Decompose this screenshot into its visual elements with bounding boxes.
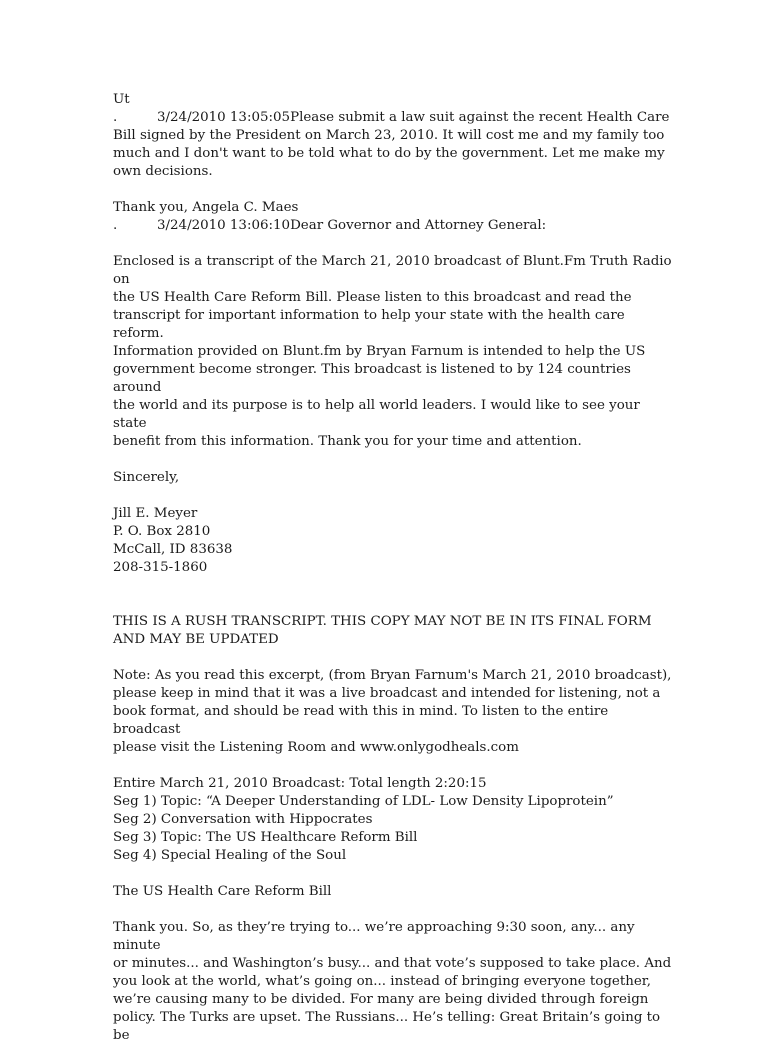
entry-2-bullet: . (113, 218, 118, 233)
transcript-line: Thank you. So, as they’re trying to... we’re approaching 9:30 soon, any... any minute (113, 920, 635, 953)
spacer (113, 901, 673, 919)
letter-line: transcript for important information to help your state with the health care reform. (113, 308, 625, 341)
entry-1-timestamp: 3/24/2010 13:05:05 (157, 110, 291, 125)
entry-1-bullet: . (113, 110, 118, 125)
transcript-line: policy. The Turks are upset. The Russians... He’s telling: Great Britain’s going to be (113, 1010, 661, 1043)
address-line: 208-315-1860 (113, 560, 208, 575)
letter-line: Enclosed is a transcript of the March 21, 2010 broadcast of Blunt.Fm Truth Radio on (113, 254, 672, 287)
note-line: please keep in mind that it was a live broadcast and intended for listening, not a (113, 686, 661, 701)
entry-1-line: much and I don't want to be told what to do by the government. Let me make my (113, 146, 665, 161)
address-line: Jill E. Meyer (113, 506, 198, 521)
letter-line: government become stronger. This broadcast is listened to by 124 countries around (113, 362, 631, 395)
entry-2-first-line (113, 217, 673, 235)
spacer (113, 865, 673, 883)
entry-2-timestamp: 3/24/2010 13:06:10 (157, 218, 291, 233)
spacer (113, 577, 673, 595)
entry-1-line: Bill signed by the President on March 23, 2010. It will cost me and my family too (113, 128, 665, 143)
spacer (113, 649, 673, 667)
note-line: book format, and should be read with this in mind. To listen to the entire broadcast (113, 704, 609, 737)
spacer (113, 487, 673, 505)
address-line: P. O. Box 2810 (113, 524, 211, 539)
spacer (113, 757, 673, 775)
letter-line: the world and its purpose is to help all world leaders. I would like to see your state (113, 398, 640, 431)
spacer (113, 451, 673, 469)
address-line: McCall, ID 83638 (113, 542, 233, 557)
spacer (113, 235, 673, 253)
letter-line: the US Health Care Reform Bill. Please listen to this broadcast and read the (113, 290, 632, 305)
transcript-line: or minutes... and Washington’s busy... and that vote’s supposed to take place. And (113, 956, 672, 971)
sign-off: Sincerely, (113, 470, 180, 485)
segment-line: Seg 2) Conversation with Hippocrates (113, 812, 373, 827)
entry-1-text: Please submit a law suit against the recent Health Care (290, 110, 670, 125)
note-line: please visit the Listening Room and www.onlygodheals.com (113, 740, 519, 755)
segment-line: Seg 4) Special Healing of the Soul (113, 848, 347, 863)
entry-1-closing: Thank you, Angela C. Maes (113, 200, 299, 215)
segment-line: Seg 3) Topic: The US Healthcare Reform Bill (113, 830, 418, 845)
transcript-line: you look at the world, what’s going on... instead of bringing everyone together, (113, 974, 651, 989)
entry-2-text: Dear Governor and Attorney General: (290, 218, 547, 233)
letter-line: benefit from this information. Thank you for your time and attention. (113, 434, 582, 449)
segment-line: Seg 1) Topic: “A Deeper Understanding of LDL- Low Density Lipoprotein” (113, 794, 614, 809)
spacer (113, 595, 673, 613)
rush-notice-line: THIS IS A RUSH TRANSCRIPT. THIS COPY MAY NOT BE IN ITS FINAL FORM (113, 614, 652, 629)
note-line: Note: As you read this excerpt, (from Bryan Farnum's March 21, 2010 broadcast), (113, 668, 672, 683)
entry-1-line: own decisions. (113, 164, 213, 179)
segment-line: Entire March 21, 2010 Broadcast: Total length 2:20:15 (113, 776, 487, 791)
entry-1-first-line (113, 109, 673, 127)
section-title: The US Health Care Reform Bill (113, 884, 332, 899)
spacer (113, 181, 673, 199)
transcript-line: we’re causing many to be divided. For many are being divided through foreign (113, 992, 649, 1007)
header-text: Ut (113, 92, 130, 107)
rush-notice-line: AND MAY BE UPDATED (113, 632, 279, 647)
letter-line: Information provided on Blunt.fm by Bryan Farnum is intended to help the US (113, 344, 646, 359)
document-body (113, 91, 673, 1045)
